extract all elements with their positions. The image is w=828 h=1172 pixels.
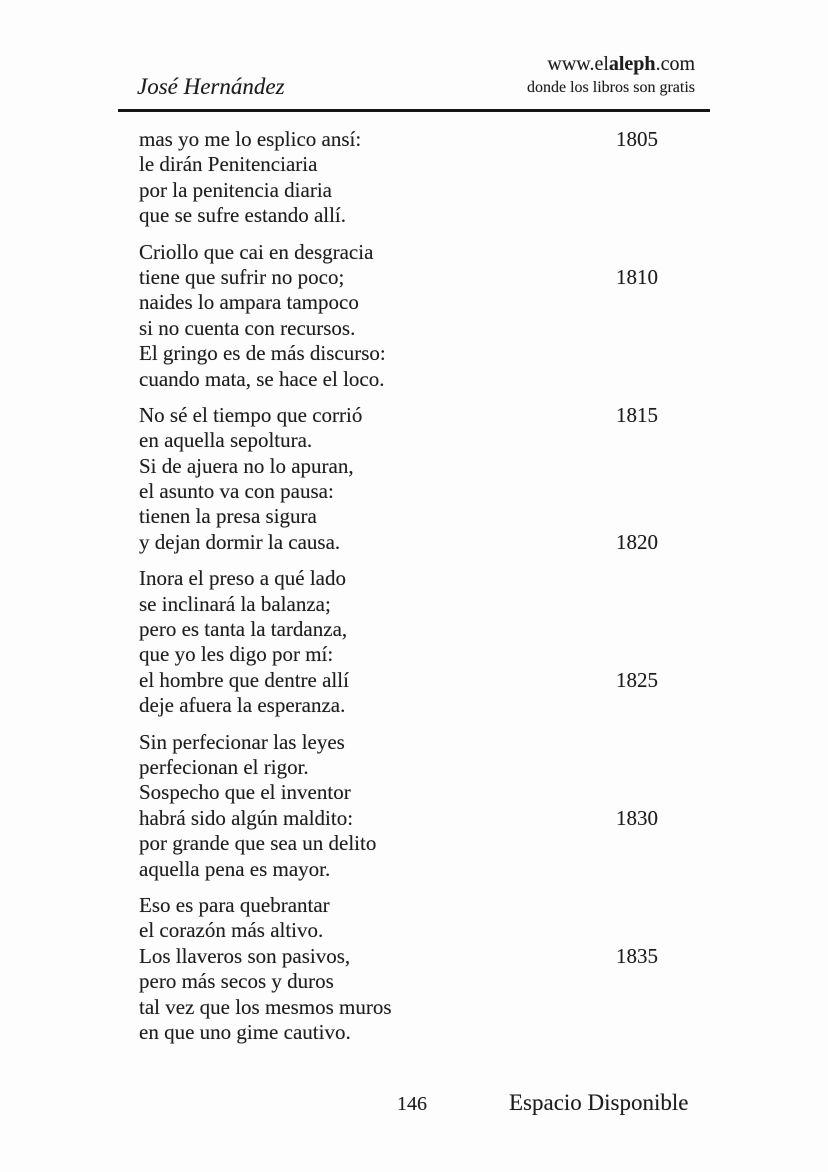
verse-line: [139, 203, 658, 228]
verse-line: [139, 995, 658, 1020]
stanza: [139, 730, 658, 882]
verse-line: [139, 152, 658, 177]
stanza: [139, 127, 658, 229]
verse-line: [139, 730, 658, 755]
site-url: [527, 53, 695, 76]
verse-line: [139, 530, 658, 555]
page-number: 146: [397, 1093, 427, 1115]
verse-text: tiene que sufrir no poco;: [139, 264, 345, 289]
verse-text: aquella pena es mayor.: [139, 856, 331, 881]
site-url-brand: aleph: [608, 53, 656, 75]
stanza: [139, 403, 658, 555]
verse-text: por la penitencia diaria: [139, 177, 332, 202]
verse-line: [139, 127, 658, 152]
verse-line-number: 1825: [616, 667, 658, 692]
verse-line: [139, 454, 658, 479]
verse-line-number: 1820: [616, 529, 658, 554]
verse-text: que yo les digo por mí:: [139, 642, 334, 667]
verse-text: Sospecho que el inventor: [139, 780, 351, 805]
verse-text: tal vez que los mesmos muros: [139, 994, 392, 1019]
verse-text: Criollo que cai en desgracia: [139, 239, 374, 264]
verse-text: el corazón más altivo.: [139, 918, 324, 943]
verse-line: [139, 367, 658, 392]
verse-text: se inclinará la balanza;: [139, 591, 331, 616]
verse-line: [139, 780, 658, 805]
verse-text: el asunto va con pausa:: [139, 479, 334, 504]
verse-text: naides lo ampara tampoco: [139, 290, 359, 315]
verse-text: por grande que sea un delito: [139, 831, 377, 856]
verse-line: [139, 341, 658, 366]
verse-line: [139, 806, 658, 831]
verse-line: [139, 479, 658, 504]
verse-text: Sin perfecionar las leyes: [139, 729, 345, 754]
verse-text: perfecionan el rigor.: [139, 754, 309, 779]
verse-line: [139, 240, 658, 265]
verse-line-number: 1810: [616, 264, 658, 289]
verse-line: [139, 918, 658, 943]
verse-line-number: 1815: [616, 402, 658, 427]
verse-line: [139, 403, 658, 428]
verse-line: [139, 1020, 658, 1045]
verse-text: habrá sido algún maldito:: [139, 805, 354, 830]
verse-line: [139, 944, 658, 969]
verse-line: [139, 831, 658, 856]
verse-line: [139, 969, 658, 994]
verse-text: le dirán Penitenciaria: [139, 152, 318, 177]
verse-text: que se sufre estando allí.: [139, 203, 347, 228]
verse-line: [139, 316, 658, 341]
verse-line: [139, 857, 658, 882]
verse-text: deje afuera la esperanza.: [139, 693, 346, 718]
site-tagline: donde los libros son gratis: [527, 79, 695, 96]
verse-text: en que uno gime cautivo.: [139, 1019, 351, 1044]
verse-line: [139, 504, 658, 529]
verse-line: [139, 428, 658, 453]
verse-text: Inora el preso a qué lado: [139, 566, 346, 591]
verse-text: cuando mata, se hace el loco.: [139, 366, 385, 391]
verse-text: No sé el tiempo que corrió: [139, 402, 363, 427]
site-header: [527, 53, 695, 97]
verse-line: [139, 265, 658, 290]
verse-text: en aquella sepoltura.: [139, 428, 313, 453]
verse-text: Eso es para quebrantar: [139, 892, 330, 917]
poem-body: [139, 127, 658, 1056]
site-url-prefix: www.el: [547, 53, 609, 75]
author-name: José Hernández: [137, 74, 285, 99]
watermark-espacio-disponible: Espacio Disponible: [509, 1090, 689, 1115]
verse-text: tienen la presa sigura: [139, 504, 317, 529]
verse-text: Los llaveros son pasivos,: [139, 943, 351, 968]
verse-line: [139, 755, 658, 780]
verse-line: [139, 642, 658, 667]
verse-line: [139, 566, 658, 591]
site-url-suffix: .com: [655, 53, 695, 75]
stanza: [139, 240, 658, 392]
verse-line-number: 1805: [616, 127, 658, 151]
verse-text: mas yo me lo esplico ansí:: [139, 127, 362, 151]
header-rule: [118, 109, 710, 112]
verse-text: El gringo es de más discurso:: [139, 341, 386, 366]
verse-text: y dejan dormir la causa.: [139, 529, 341, 554]
verse-text: si no cuenta con recursos.: [139, 315, 356, 340]
verse-line: [139, 693, 658, 718]
verse-text: Si de ajuera no lo apuran,: [139, 453, 354, 478]
verse-line: [139, 617, 658, 642]
verse-line: [139, 668, 658, 693]
verse-line-number: 1830: [616, 805, 658, 830]
verse-text: el hombre que dentre allí: [139, 667, 349, 692]
verse-line-number: 1835: [616, 943, 658, 968]
verse-text: pero es tanta la tardanza,: [139, 617, 348, 642]
stanza: [139, 566, 658, 718]
verse-text: pero más secos y duros: [139, 969, 334, 994]
verse-line: [139, 290, 658, 315]
stanza: [139, 893, 658, 1045]
verse-line: [139, 893, 658, 918]
verse-line: [139, 178, 658, 203]
verse-line: [139, 592, 658, 617]
